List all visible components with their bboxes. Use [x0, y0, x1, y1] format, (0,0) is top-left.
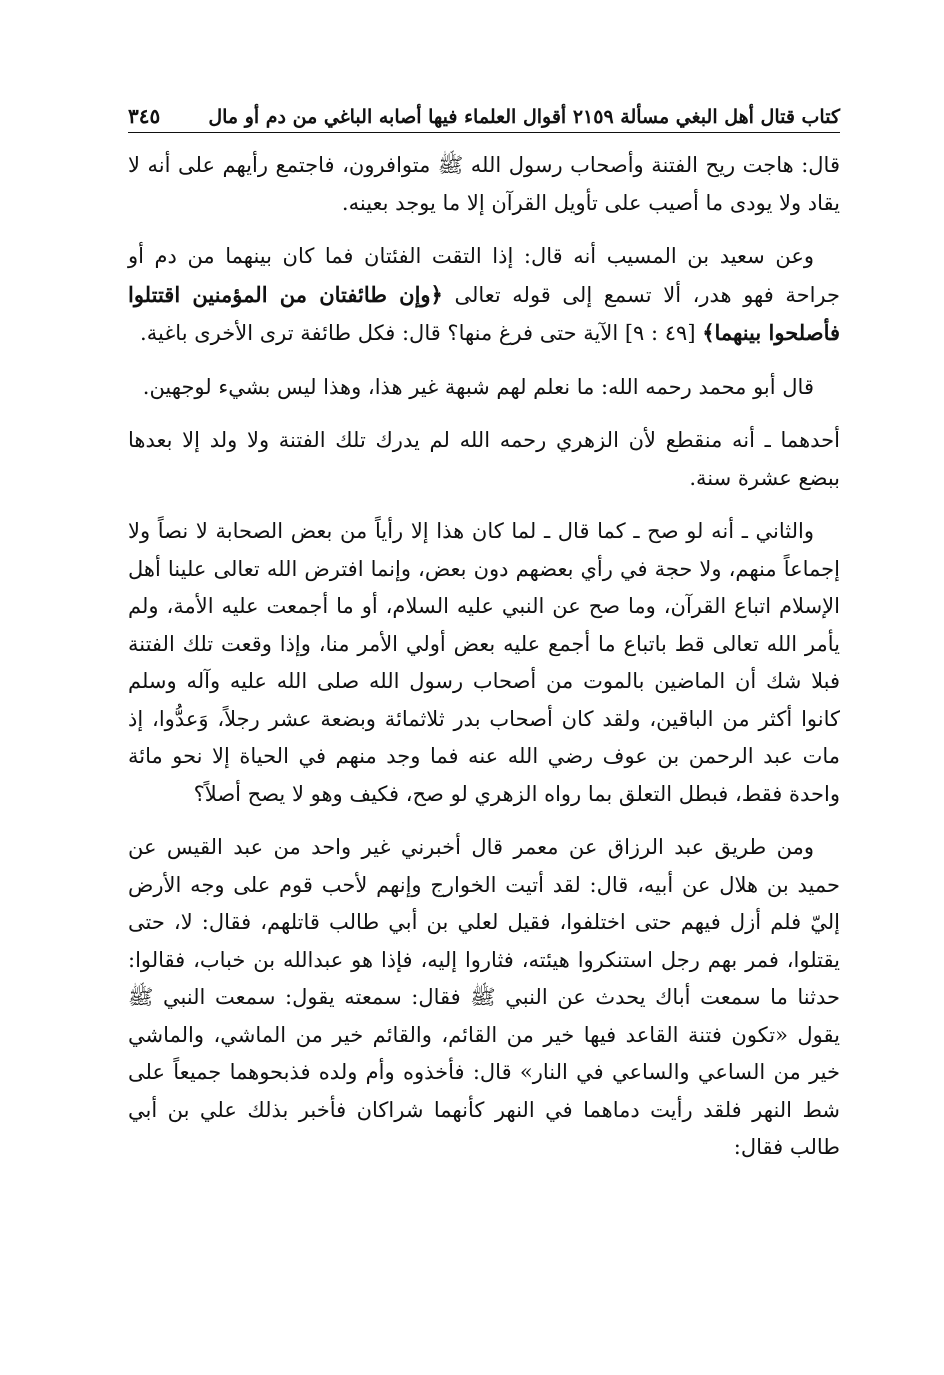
page-number: ٣٤٥: [128, 104, 161, 128]
paragraph-5: والثاني ـ أنه لو صح ـ كما قال ـ لما كان هذا إلا رأياً من بعض الصحابة لا نصاً ولا إجماعاً منهم، ولا حجة في رأي بعضهم دون بعض، وإنما افترض الله تعالى علينا أهل الإسلام اتباع القرآن، وما صح عن النبي عليه السلام، أو ما أجمعت عليه الأمة، ولم يأمر الله تعالى قط باتباع ما أجمع عليه بعض أولي الأمر منا، وإذا وقعت تلك الفتنة فبلا شك أن الماضين بالموت من أصحاب رسول الله صلى الله عليه وآله وسلم كانوا أكثر من الباقين، ولقد كان أصحاب بدر ثلاثمائة وبضعة عشر رجلاً، وَعدُّوا، إذ مات عبد الرحمن بن عوف رضي الله عنه فما وجد منهم في الحياة إلا نحو مائة واحدة فقط، فبطل التعلق بما رواه الزهري لو صح، فكيف وهو لا يصح أصلاً؟: [128, 519, 840, 806]
running-title: كتاب قتال أهل البغي مسألة ٢١٥٩ أقوال العلماء فيها أصابه الباغي من دم أو مال: [208, 106, 840, 128]
document-page: [128, 88, 840, 1183]
paragraph-2-rest: [٤٩ : ٩] الآية حتى فرغ منها؟ قال: فكل طائفة ترى الأخرى باغية.: [140, 321, 703, 345]
paragraph-2-intro: وعن سعيد بن المسيب أنه قال: إذا التقت الفئتان فما كان بينهما من دم أو جراحة فهو هدر، ألا تسمع إلى قوله تعالى: [128, 244, 840, 307]
paragraph-4: أحدهما ـ أنه منقطع لأن الزهري رحمه الله لم يدرك تلك الفتنة ولا ولد إلا بعدها ببضع عشرة سنة.: [128, 428, 840, 490]
paragraph-6: ومن طريق عبد الرزاق عن معمر قال أخبرني غير واحد من عبد القيس عن حميد بن هلال عن أبيه، قال: لقد أتيت الخوارج وإنهم لأحب قوم على وجه الأرض إليّ فلم أزل فيهم حتى اختلفوا، فقيل لعلي بن أبي طالب قاتلهم، فقال: لا، حتى يقتلوا، فمر بهم رجل استنكروا هيئته، فثاروا إليه، فإذا هو عبدالله بن خباب، فقالوا: حدثنا ما سمعت أباك يحدث عن النبي ﷺ فقال: سمعته يقول: سمعت النبي ﷺ يقول «تكون فتنة القاعد فيها خير من القائم، والقائم خير من الماشي، والماشي خير من الساعي والساعي في النار» قال: فأخذوه وأم ولده فذبحوهما جميعاً على شط النهر فلقد رأيت دماهما في النهر كأنهما شراكان فأخبر بذلك علي بن أبي طالب فقال:: [128, 835, 840, 1159]
page-body: [128, 147, 840, 1167]
paragraph-1: قال: هاجت ريح الفتنة وأصحاب رسول الله ﷺ متوافرون، فاجتمع رأيهم على أنه لا يقاد ولا يودى ما أصيب على تأويل القرآن إلا ما يوجد بعينه.: [128, 153, 840, 215]
quran-verse: ﴿وإن طائفتان من المؤمنين اقتتلوا فأصلحوا بينهما﴾: [128, 281, 840, 345]
paragraph-2: [128, 238, 840, 353]
page-header: [128, 88, 840, 133]
paragraph-3: قال أبو محمد رحمه الله: ما نعلم لهم شبهة غير هذا، وهذا ليس بشيء لوجهين.: [142, 374, 814, 399]
